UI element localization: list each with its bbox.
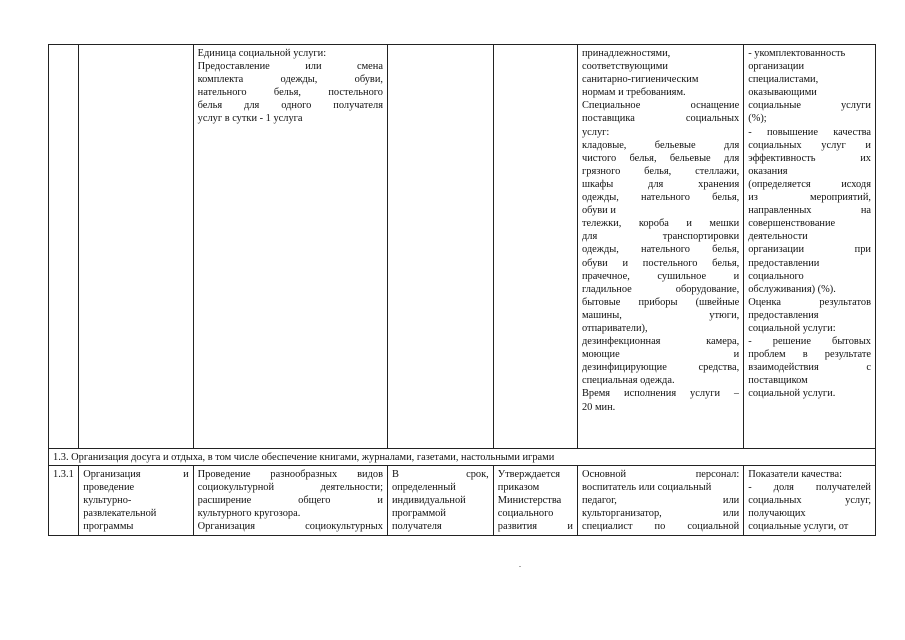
text-line: шкафы для хранения: [581, 178, 740, 190]
text-line: направленных на: [748, 205, 871, 217]
text-line: Специальное оснащение: [581, 100, 740, 112]
text-line: специалист по социальной: [581, 521, 740, 533]
text-line: культурно-: [83, 495, 132, 507]
cell-service-name: [79, 466, 193, 535]
cell-service-name: [79, 45, 193, 449]
text-line: (определяется исходя: [748, 178, 871, 190]
text-line: социокультурной деятельности;: [197, 482, 383, 494]
text-line: социального: [748, 270, 804, 282]
text-line: кладовые, бельевые для: [581, 139, 740, 151]
text-line: предоставления: [748, 309, 819, 321]
text-line: проблем в результате: [748, 349, 871, 361]
text-line: социальные услуги, от: [748, 521, 849, 533]
text-line: комплекта одежды, обуви,: [197, 74, 383, 86]
text-line: услуг в сутки - 1 услуга: [197, 113, 303, 125]
text-line: нательного белья, постельного: [197, 87, 383, 99]
text-line: деятельности: [748, 231, 808, 243]
text-line: прачечное, сушильное и: [581, 270, 740, 282]
text-line: организации: [748, 61, 805, 73]
text-line: Единица социальной услуги:: [197, 48, 327, 59]
text-line: - повышение качества: [748, 126, 871, 138]
cell-order: [493, 466, 577, 535]
text-line: соответствующими: [581, 61, 668, 73]
table-row: [49, 45, 876, 449]
text-line: из мероприятий,: [748, 192, 871, 204]
text-line: грязного белья, стеллажи,: [581, 165, 740, 177]
text-line: культурного кругозора.: [197, 508, 301, 520]
text-line: организации при: [748, 244, 871, 256]
text-line: Показатели качества:: [748, 469, 842, 481]
text-line: бытовые приборы (швейные: [581, 296, 740, 308]
text-line: поставщика социальных: [581, 113, 740, 125]
text-line: социальных услуг и: [748, 139, 871, 151]
text-line: предоставлении: [748, 257, 820, 269]
text-line: социальные услуги: [748, 100, 871, 112]
text-line: дезинфицирующие средства,: [581, 362, 740, 374]
text-line: услуг:: [581, 126, 610, 138]
text-line: обуви и постельного белья,: [581, 257, 740, 269]
text-line: (%);: [748, 113, 767, 125]
text-line: оказывающими: [748, 87, 817, 99]
text-line: машины, утюги,: [581, 309, 740, 321]
text-line: получателя: [391, 521, 442, 533]
text-line: индивидуальной: [391, 495, 466, 507]
text-line: эффективность их: [748, 152, 871, 164]
text-line: развлекательной: [83, 508, 157, 520]
text-line: Предоставление или смена: [197, 61, 383, 73]
scan-speck: [519, 566, 521, 567]
text-line: для транспортировки: [581, 231, 740, 243]
text-line: социальной услуги:: [748, 322, 836, 334]
section-title: 1.3. Организация досуга и отдыха, в том числе обеспечение книгами, журналами, газетами, настольными играми: [49, 449, 876, 466]
cell-number: [49, 45, 79, 449]
text-line: белья для одного получателя: [197, 100, 383, 112]
cell-quality: [744, 466, 876, 535]
cell-description: [193, 45, 387, 449]
table-row: [49, 466, 876, 535]
text-line: - решение бытовых: [748, 336, 871, 348]
text-line: Организация и: [83, 469, 189, 481]
text-line: Оценка результатов: [748, 296, 871, 308]
text-line: оказания: [748, 165, 788, 177]
text-line: Время исполнения услуги –: [581, 388, 740, 400]
text-line: - доля получателей: [748, 482, 871, 494]
text-line: специалистами,: [748, 74, 819, 86]
cell-term: [387, 466, 493, 535]
text-line: проведение: [83, 482, 135, 494]
text-line: Организация социокультурных: [197, 521, 383, 533]
text-line: нормам и требованиям.: [581, 87, 686, 99]
section-heading-row: [49, 449, 876, 466]
services-table: [48, 44, 876, 536]
text-line: воспитатель или социальный: [581, 482, 712, 494]
text-line: социального: [497, 508, 554, 520]
text-line: Министерства: [497, 495, 562, 507]
text-line: культорганизатор, или: [581, 508, 740, 520]
text-line: программы: [83, 521, 134, 533]
text-line: Основной персонал:: [581, 469, 740, 481]
text-line: чистого белья, бельевые для: [581, 152, 740, 164]
cell-description: [193, 466, 387, 535]
text-line: 20 мин.: [581, 401, 616, 413]
text-line: определенный: [391, 482, 456, 494]
text-line: совершенствование: [748, 218, 836, 230]
text-line: В срок,: [391, 469, 489, 481]
text-line: тележки, короба и мешки: [581, 218, 740, 230]
text-line: приказом: [497, 482, 540, 494]
text-line: расширение общего и: [197, 495, 383, 507]
cell-conditions: [577, 45, 743, 449]
text-line: поставщиком: [748, 375, 808, 387]
cell-number: 1.3.1: [49, 466, 79, 535]
text-line: Проведение разнообразных видов: [197, 469, 383, 481]
text-line: обуви и: [581, 205, 616, 217]
text-line: моющие и: [581, 349, 740, 361]
cell-conditions: [577, 466, 743, 535]
text-line: одежды, нательного белья,: [581, 244, 740, 256]
text-line: гладильное оборудование,: [581, 283, 740, 295]
text-line: получающих: [748, 508, 806, 520]
cell-term: [387, 45, 493, 449]
text-line: социальной услуги.: [748, 388, 836, 400]
text-line: дезинфекционная камера,: [581, 336, 740, 348]
text-line: специальная одежда.: [581, 375, 675, 387]
text-line: Утверждается: [497, 469, 561, 481]
text-line: принадлежностями,: [581, 48, 671, 59]
text-line: социальных услуг,: [748, 495, 871, 507]
text-line: взаимодействия с: [748, 362, 871, 374]
text-line: программой: [391, 508, 446, 520]
cell-order: [493, 45, 577, 449]
cell-quality: [744, 45, 876, 449]
text-line: - укомплектованность: [748, 48, 846, 59]
text-line: обслуживания) (%).: [748, 283, 836, 295]
text-line: развития и: [497, 521, 573, 533]
text-line: педагог, или: [581, 495, 740, 507]
text-line: одежды, нательного белья,: [581, 192, 740, 204]
text-line: санитарно-гигиеническим: [581, 74, 699, 86]
text-line: отпариватели),: [581, 322, 648, 334]
